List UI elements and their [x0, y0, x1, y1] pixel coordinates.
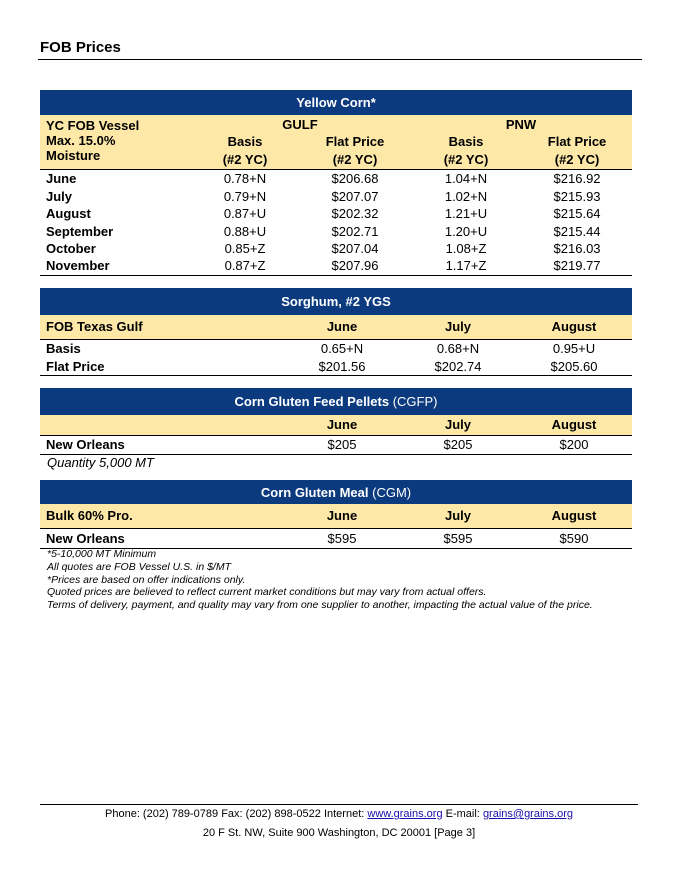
col-header: August	[516, 504, 632, 528]
sorghum-table	[40, 288, 632, 376]
table-row	[40, 257, 632, 275]
row-label: Basis	[46, 341, 81, 357]
gulf-flat-price: $207.04	[331, 241, 379, 256]
email-link[interactable]: grains@grains.org	[482, 808, 573, 820]
gulf-basis: 0.87+U	[223, 206, 267, 221]
pnw-flat-price: $215.64	[553, 206, 601, 221]
yellow-corn-header: Yellow Corn*	[40, 90, 632, 115]
table-row	[40, 169, 632, 187]
month-label: September	[46, 223, 114, 239]
row-label: New Orleans	[46, 437, 125, 452]
col-header: July	[400, 315, 516, 339]
pnw-flat-price: $216.03	[553, 241, 601, 256]
table-row	[40, 339, 632, 358]
gulf-basis: 0.85+Z	[224, 241, 266, 256]
col-header: July	[400, 504, 516, 528]
cell-value: $590	[559, 530, 589, 546]
col-header: August	[516, 415, 632, 435]
month-label: August	[46, 206, 91, 221]
footnote: Quoted prices are believed to reflect current market conditions but may vary from actual offers.	[47, 586, 487, 599]
cell-value: $595	[327, 530, 357, 546]
footnote: All quotes are FOB Vessel U.S. in $/MT	[47, 560, 232, 573]
table-row	[40, 240, 632, 257]
cell-value: $595	[443, 530, 473, 546]
month-label: July	[46, 188, 73, 204]
col-header: June	[284, 504, 400, 528]
cgfp-header: Corn Gluten Feed Pellets (CGFP)	[40, 388, 632, 415]
cell-value: 0.95+U	[552, 341, 596, 357]
gulf-flat-price: $207.96	[331, 258, 379, 274]
col-subheader: (#2 YC)	[410, 150, 522, 169]
gulf-flat-price: $202.71	[331, 223, 379, 239]
pnw-basis: 1.08+Z	[445, 241, 487, 256]
footnotes	[47, 548, 593, 612]
footer-address: 20 F St. NW, Suite 900 Washington, DC 20001 [Page 3]	[202, 827, 476, 839]
gulf-basis: 0.88+U	[223, 223, 267, 239]
footnote: Terms of delivery, payment, and quality may vary from one supplier to another, impacting the actual value of the price.	[47, 599, 593, 612]
pnw-basis: 1.21+U	[444, 206, 488, 221]
col-subheader: (#2 YC)	[190, 150, 300, 169]
gulf-flat-price: $202.32	[331, 206, 379, 221]
gulf-group-header: GULF	[190, 115, 410, 133]
cgm-table	[40, 480, 632, 549]
gulf-basis: 0.87+Z	[224, 258, 266, 274]
cell-value: $201.56	[318, 358, 366, 374]
col-header: Flat Price	[522, 133, 632, 150]
cell-value: $202.74	[434, 358, 482, 374]
cell-value: $205.60	[550, 358, 598, 374]
footnote: *Prices are based on offer indications only.	[47, 573, 246, 586]
cell-value: $205	[327, 437, 357, 452]
table-row	[40, 435, 632, 454]
yc-row-label: YC FOB Vessel Max. 15.0% Moisture	[40, 115, 190, 169]
gulf-basis: 0.79+N	[223, 188, 267, 204]
gulf-basis: 0.78+N	[223, 170, 267, 186]
footer-divider	[40, 804, 638, 805]
pnw-group-header: PNW	[410, 115, 632, 133]
col-subheader: (#2 YC)	[300, 150, 410, 169]
row-label: New Orleans	[46, 530, 125, 546]
cell-value: $205	[443, 437, 473, 452]
cgfp-table	[40, 388, 632, 471]
col-header: Basis	[190, 133, 300, 150]
month-label: November	[46, 258, 110, 274]
table-row	[40, 222, 632, 240]
pnw-flat-price: $215.93	[553, 188, 601, 204]
col-header: July	[400, 415, 516, 435]
gulf-flat-price: $207.07	[331, 188, 379, 204]
cgfp-quantity-note: Quantity 5,000 MT	[47, 455, 154, 471]
pnw-flat-price: $219.77	[553, 258, 601, 274]
col-header: Basis	[410, 133, 522, 150]
footnote: *5-10,000 MT Minimum	[47, 548, 157, 560]
col-header: June	[284, 315, 400, 339]
sorghum-header: Sorghum, #2 YGS	[40, 288, 632, 315]
pnw-flat-price: $215.44	[553, 223, 601, 239]
pnw-basis: 1.02+N	[444, 188, 488, 204]
cgfp-label-blank	[40, 415, 284, 435]
row-label: Flat Price	[46, 358, 105, 374]
month-label: June	[46, 170, 77, 186]
gulf-flat-price: $206.68	[331, 170, 379, 186]
yellow-corn-table	[40, 90, 632, 276]
month-label: October	[46, 241, 96, 256]
website-link[interactable]: www.grains.org	[367, 808, 443, 820]
title-divider	[38, 59, 642, 60]
col-header: August	[516, 315, 632, 339]
pnw-basis: 1.17+Z	[445, 258, 487, 274]
page-title: FOB Prices	[40, 39, 121, 56]
col-header: June	[284, 415, 400, 435]
pnw-basis: 1.20+U	[444, 223, 488, 239]
cgm-label: Bulk 60% Pro.	[40, 504, 284, 528]
table-row	[40, 358, 632, 375]
cell-value: $200	[559, 437, 589, 452]
table-row	[40, 528, 632, 548]
sorghum-label: FOB Texas Gulf	[40, 315, 284, 339]
footer-contact: Phone: (202) 789-0789 Fax: (202) 898-0522 Internet: www.grains.org E-mail: grains@grains.org	[105, 808, 573, 820]
cgm-header: Corn Gluten Meal (CGM)	[40, 480, 632, 504]
table-row	[40, 187, 632, 205]
col-subheader: (#2 YC)	[522, 150, 632, 169]
cell-value: 0.68+N	[436, 341, 480, 357]
col-header: Flat Price	[300, 133, 410, 150]
cell-value: 0.65+N	[320, 341, 364, 357]
pnw-flat-price: $216.92	[553, 170, 601, 186]
pnw-basis: 1.04+N	[444, 170, 488, 186]
table-row	[40, 205, 632, 222]
